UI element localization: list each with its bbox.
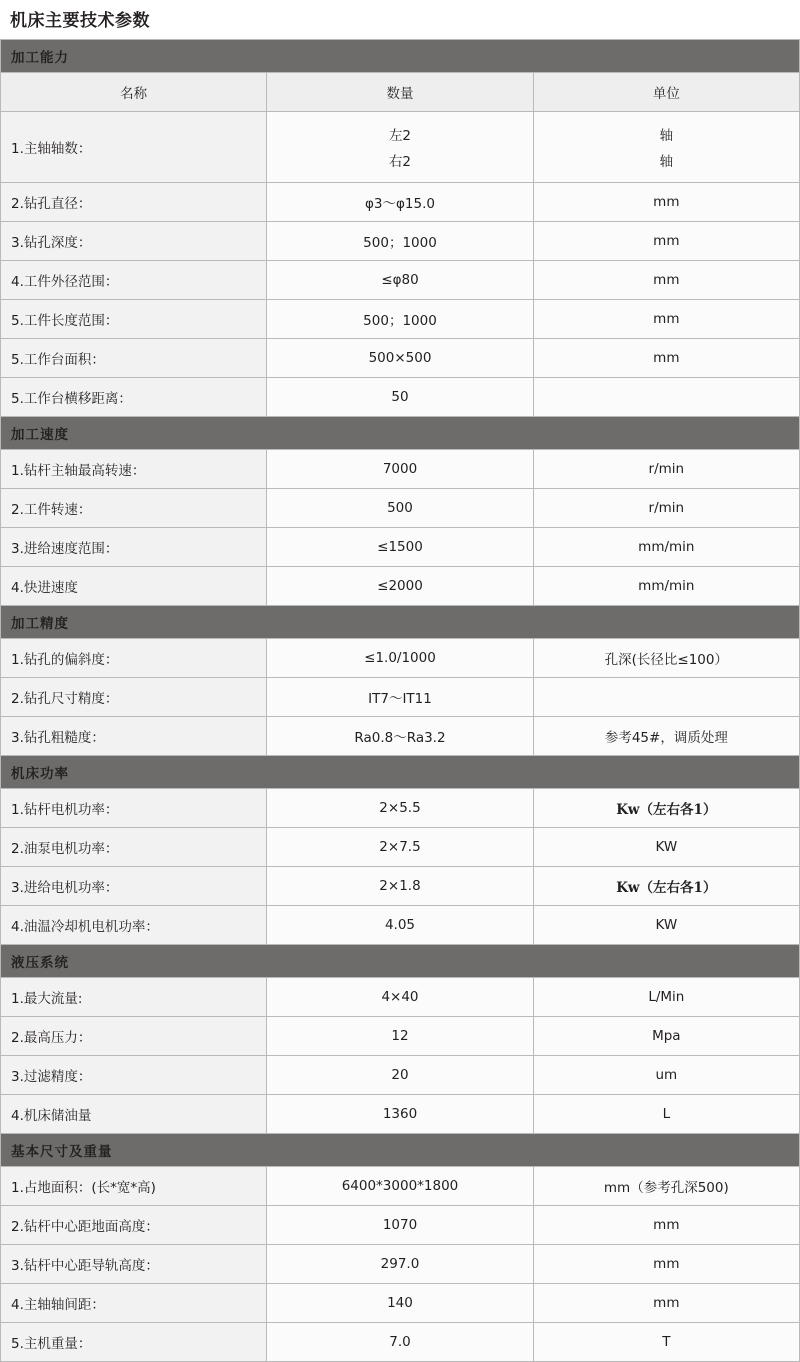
- parameter-name: 2.最高压力：: [1, 1017, 267, 1056]
- parameter-name: 5.主机重量：: [1, 1323, 267, 1362]
- parameter-name: 2.工件转速：: [1, 489, 267, 528]
- parameter-unit: mm: [533, 183, 799, 222]
- parameter-value: 500×500: [267, 339, 533, 378]
- parameter-name: 2.钻孔尺寸精度：: [1, 678, 267, 717]
- parameter-unit: L: [533, 1095, 799, 1134]
- table-row: [1, 789, 800, 828]
- table-row: [1, 1095, 800, 1134]
- parameter-name: 3.钻杆中心距导轨高度：: [1, 1245, 267, 1284]
- parameter-unit: mm: [533, 1284, 799, 1323]
- table-row: [1, 300, 800, 339]
- parameter-value: ≤φ80: [267, 261, 533, 300]
- parameter-name: 3.过滤精度：: [1, 1056, 267, 1095]
- page-title: 机床主要技术参数: [10, 11, 150, 31]
- table-row: [1, 906, 800, 945]
- parameter-unit: [533, 112, 799, 183]
- parameter-value: 2×5.5: [267, 789, 533, 828]
- parameter-unit: mm/min: [533, 528, 799, 567]
- parameter-unit: mm: [533, 1245, 799, 1284]
- parameter-unit: 参考45#，调质处理: [533, 717, 799, 756]
- section-heading: 加工能力: [1, 40, 800, 73]
- table-row: [1, 489, 800, 528]
- parameter-unit: KW: [533, 828, 799, 867]
- parameter-name: 5.工作台面积：: [1, 339, 267, 378]
- parameter-name: 4.机床储油量: [1, 1095, 267, 1134]
- table-row: [1, 678, 800, 717]
- parameter-name: 3.钻孔粗糙度：: [1, 717, 267, 756]
- table-row: [1, 978, 800, 1017]
- column-header-row: [1, 73, 800, 112]
- parameter-unit: Kw（左右各1）: [533, 867, 799, 906]
- specifications-table: [0, 39, 800, 1362]
- section-heading: 加工速度: [1, 417, 800, 450]
- section-heading: 机床功率: [1, 756, 800, 789]
- table-row: [1, 867, 800, 906]
- parameter-name: 3.钻孔深度：: [1, 222, 267, 261]
- parameter-value: [267, 112, 533, 183]
- parameter-value: ≤2000: [267, 567, 533, 606]
- section-heading-row: [1, 417, 800, 450]
- parameter-unit: mm/min: [533, 567, 799, 606]
- parameter-unit: mm: [533, 261, 799, 300]
- section-heading-row: [1, 40, 800, 73]
- parameter-unit: mm: [533, 300, 799, 339]
- parameter-unit: mm: [533, 1206, 799, 1245]
- table-row: [1, 1245, 800, 1284]
- parameter-name: 1.最大流量:: [1, 978, 267, 1017]
- column-header: 单位: [533, 73, 799, 112]
- parameter-unit: [533, 678, 799, 717]
- parameter-value: 500；1000: [267, 300, 533, 339]
- parameter-name: 4.主轴轴间距：: [1, 1284, 267, 1323]
- table-row: [1, 339, 800, 378]
- section-heading-row: [1, 1134, 800, 1167]
- parameter-value: IT7～IT11: [267, 678, 533, 717]
- parameter-name: 1.钻杆电机功率：: [1, 789, 267, 828]
- parameter-name: 1.钻杆主轴最高转速：: [1, 450, 267, 489]
- parameter-unit: Kw（左右各1）: [533, 789, 799, 828]
- parameter-name: 2.钻杆中心距地面高度：: [1, 1206, 267, 1245]
- parameter-value: 20: [267, 1056, 533, 1095]
- parameter-name: 1.占地面积：(长*宽*高): [1, 1167, 267, 1206]
- parameter-name: 2.油泵电机功率：: [1, 828, 267, 867]
- parameter-name: 1.主轴轴数：: [1, 112, 267, 183]
- section-heading: 液压系统: [1, 945, 800, 978]
- table-row: [1, 378, 800, 417]
- parameter-unit: 孔深(长径比≤100）: [533, 639, 799, 678]
- parameter-unit: r/min: [533, 489, 799, 528]
- parameter-value: 500: [267, 489, 533, 528]
- parameter-name: 3.进给速度范围：: [1, 528, 267, 567]
- section-heading: 加工精度: [1, 606, 800, 639]
- parameter-value: 4.05: [267, 906, 533, 945]
- parameter-unit: mm（参考孔深500): [533, 1167, 799, 1206]
- parameter-unit: T: [533, 1323, 799, 1362]
- parameter-unit: r/min: [533, 450, 799, 489]
- parameter-value: ≤1.0/1000: [267, 639, 533, 678]
- parameter-value: 4×40: [267, 978, 533, 1017]
- table-row: [1, 1284, 800, 1323]
- parameter-value: 297.0: [267, 1245, 533, 1284]
- parameter-unit-line: 轴: [659, 154, 674, 170]
- table-row: [1, 261, 800, 300]
- parameter-value: 500；1000: [267, 222, 533, 261]
- parameter-value: 2×1.8: [267, 867, 533, 906]
- parameter-name: 4.工件外径范围：: [1, 261, 267, 300]
- parameter-unit: L/Min: [533, 978, 799, 1017]
- parameter-value: 140: [267, 1284, 533, 1323]
- parameter-unit: Mpa: [533, 1017, 799, 1056]
- parameter-unit: mm: [533, 222, 799, 261]
- parameter-unit: mm: [533, 339, 799, 378]
- parameter-value-line: 左2: [388, 128, 412, 144]
- table-row: [1, 112, 800, 183]
- column-header: 数量: [267, 73, 533, 112]
- table-row: [1, 1323, 800, 1362]
- parameter-value: φ3～φ15.0: [267, 183, 533, 222]
- table-row: [1, 1056, 800, 1095]
- table-row: [1, 567, 800, 606]
- parameter-name: 1.钻孔的偏斜度：: [1, 639, 267, 678]
- parameter-value: 7000: [267, 450, 533, 489]
- table-row: [1, 1167, 800, 1206]
- parameter-name: 4.油温冷却机电机功率：: [1, 906, 267, 945]
- column-header: 名称: [1, 73, 267, 112]
- parameter-value: 12: [267, 1017, 533, 1056]
- table-row: [1, 717, 800, 756]
- section-heading-row: [1, 606, 800, 639]
- table-row: [1, 1206, 800, 1245]
- parameter-unit: um: [533, 1056, 799, 1095]
- section-heading: 基本尺寸及重量: [1, 1134, 800, 1167]
- parameter-name: 4.快进速度: [1, 567, 267, 606]
- table-row: [1, 450, 800, 489]
- parameter-value: 1360: [267, 1095, 533, 1134]
- table-body: [1, 40, 800, 1362]
- parameter-value: 6400*3000*1800: [267, 1167, 533, 1206]
- table-row: [1, 222, 800, 261]
- parameter-value: 7.0: [267, 1323, 533, 1362]
- parameter-name: 2.钻孔直径：: [1, 183, 267, 222]
- table-row: [1, 528, 800, 567]
- parameter-name: 5.工作台横移距离：: [1, 378, 267, 417]
- parameter-value: 2×7.5: [267, 828, 533, 867]
- parameter-value: 1070: [267, 1206, 533, 1245]
- parameter-value: 50: [267, 378, 533, 417]
- parameter-unit: [533, 378, 799, 417]
- section-heading-row: [1, 945, 800, 978]
- parameter-name: 5.工件长度范围：: [1, 300, 267, 339]
- section-heading-row: [1, 756, 800, 789]
- table-row: [1, 183, 800, 222]
- parameter-value: ≤1500: [267, 528, 533, 567]
- parameter-unit-line: 轴: [659, 128, 674, 144]
- table-row: [1, 828, 800, 867]
- parameter-value: Ra0.8～Ra3.2: [267, 717, 533, 756]
- table-row: [1, 639, 800, 678]
- parameter-value-line: 右2: [388, 154, 412, 170]
- parameter-unit: KW: [533, 906, 799, 945]
- parameter-name: 3.进给电机功率：: [1, 867, 267, 906]
- table-row: [1, 1017, 800, 1056]
